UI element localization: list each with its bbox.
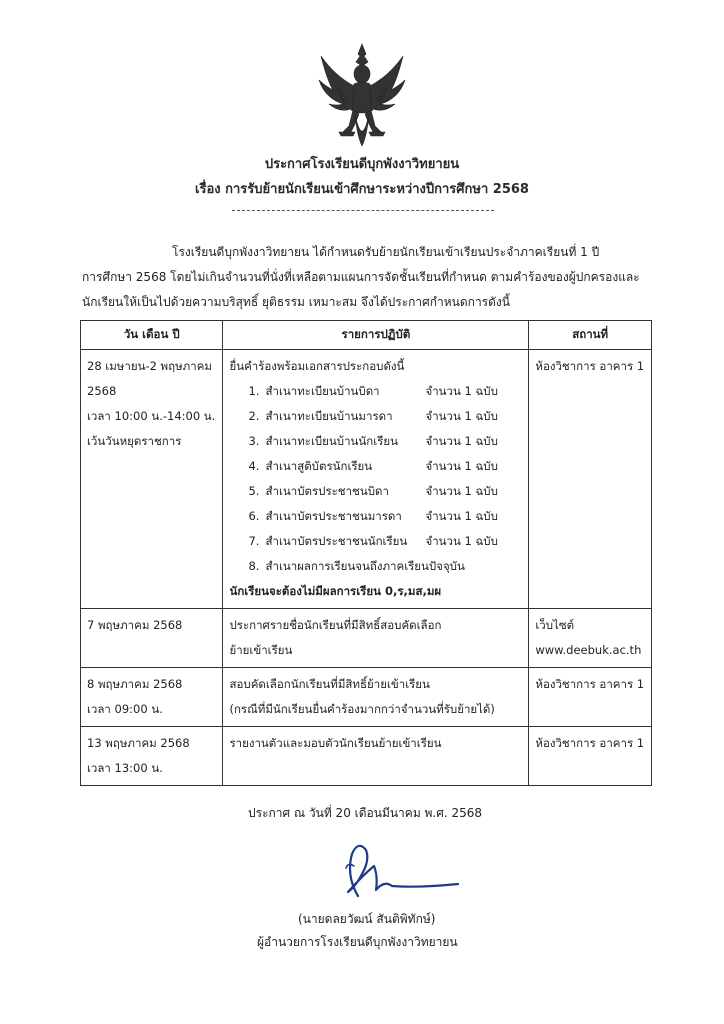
document-item xyxy=(229,404,522,429)
announcement-subject: เรื่อง การรับย้ายนักเรียนเข้าศึกษาระหว่างปีการศึกษา 2568 xyxy=(195,182,529,197)
intro-line-1: โรงเรียนดีบุกพังงาวิทยายน ได้กำหนดรับย้ายนักเรียนเข้าเรียนประจำภาคเรียนที่ 1 ปี xyxy=(172,245,600,259)
action-line: สอบคัดเลือกนักเรียนที่มีสิทธิ์ย้ายเข้าเรียน xyxy=(229,677,430,691)
table-row xyxy=(81,609,652,668)
table-row xyxy=(81,668,652,727)
action-line: ย้ายเข้าเรียน xyxy=(229,643,293,657)
document-item xyxy=(229,554,522,579)
date-line: 7 พฤษภาคม 2568 xyxy=(87,618,183,632)
grade-requirement-note: นักเรียนจะต้องไม่มีผลการเรียน 0,ร,มส,มผ xyxy=(229,584,442,598)
intro-line-3: นักเรียนให้เป็นไปด้วยความบริสุทธิ์ ยุติธรรม เหมาะสม จึงได้ประกาศกำหนดการดังนี้ xyxy=(82,295,510,309)
place-cell xyxy=(529,350,652,609)
document-name: สำเนาผลการเรียนจนถึงภาคเรียนปัจจุบัน xyxy=(265,559,465,573)
table-row xyxy=(81,727,652,786)
place-cell xyxy=(529,668,652,727)
document-name: สำเนาทะเบียนบ้านมารดา xyxy=(265,409,393,423)
date-line: 8 พฤษภาคม 2568 xyxy=(87,677,183,691)
document-item xyxy=(229,504,522,529)
dashed-divider xyxy=(232,210,494,211)
action-intro: ยื่นคำร้องพร้อมเอกสารประกอบดังนี้ xyxy=(229,359,405,373)
document-copies: จำนวน 1 ฉบับ xyxy=(425,434,498,448)
announcement-title: ประกาศโรงเรียนดีบุกพังงาวิทยายน xyxy=(264,157,460,172)
header-date: วัน เดือน ปี xyxy=(81,321,223,350)
document-number: 4. xyxy=(248,459,260,473)
action-cell xyxy=(223,609,529,668)
time-line: เวลา 13:00 น. xyxy=(87,761,163,775)
document-item xyxy=(229,529,522,554)
date-cell xyxy=(81,727,223,786)
document-number: 5. xyxy=(248,484,260,498)
document-copies: จำนวน 1 ฉบับ xyxy=(425,384,498,398)
document-copies: จำนวน 1 ฉบับ xyxy=(425,409,498,423)
date-note: เว้นวันหยุดราชการ xyxy=(87,434,182,448)
signer-name: (นายดลยวัฒน์ สันติพิทักษ์) xyxy=(298,912,436,926)
date-cell xyxy=(81,668,223,727)
place-text: ห้องวิชาการ อาคาร 1 xyxy=(535,359,645,373)
date-line: 28 เมษายน-2 พฤษภาคม xyxy=(87,359,212,373)
document-name: สำเนาทะเบียนบ้านบิดา xyxy=(265,384,380,398)
action-line: (กรณีที่มีนักเรียนยื่นคำร้องมากกว่าจำนวนที่รับย้ายได้) xyxy=(229,702,495,716)
document-item xyxy=(229,454,522,479)
document-number: 7. xyxy=(248,534,260,548)
intro-line-2: การศึกษา 2568 โดยไม่เกินจำนวนที่นั่งที่เหลือตามแผนการจัดชั้นเรียนที่กำหนด ตามคำร้องของผู้ปกครองและ xyxy=(82,270,640,284)
document-name: สำเนาบัตรประชาชนบิดา xyxy=(265,484,389,498)
place-cell xyxy=(529,609,652,668)
document-name: สำเนาทะเบียนบ้านนักเรียน xyxy=(265,434,398,448)
document-number: 6. xyxy=(248,509,260,523)
date-line: 13 พฤษภาคม 2568 xyxy=(87,736,190,750)
action-cell xyxy=(223,668,529,727)
announcement-date: ประกาศ ณ วันที่ 20 เดือนมีนาคม พ.ศ. 2568 xyxy=(248,806,483,820)
document-name: สำเนาสูติบัตรนักเรียน xyxy=(265,459,373,473)
action-cell xyxy=(223,350,529,609)
document-copies: จำนวน 1 ฉบับ xyxy=(425,509,498,523)
header-action: รายการปฏิบัติ xyxy=(223,321,529,350)
document-copies: จำนวน 1 ฉบับ xyxy=(425,484,498,498)
document-item xyxy=(229,479,522,504)
time-line: เวลา 09:00 น. xyxy=(87,702,163,716)
signature-icon xyxy=(318,836,478,906)
document-name: สำเนาบัตรประชาชนนักเรียน xyxy=(265,534,408,548)
table-header-row xyxy=(81,321,652,350)
document-number: 8. xyxy=(248,559,260,573)
time-line: เวลา 10:00 น.-14:00 น. xyxy=(87,409,216,423)
document-copies: จำนวน 1 ฉบับ xyxy=(425,459,498,473)
website-link[interactable]: www.deebuk.ac.th xyxy=(535,643,642,657)
place-text: ห้องวิชาการ อาคาร 1 xyxy=(535,677,645,691)
document-copies: จำนวน 1 ฉบับ xyxy=(425,534,498,548)
place-text: เว็บไซต์ xyxy=(535,618,575,632)
document-item xyxy=(229,429,522,454)
header-place: สถานที่ xyxy=(529,321,652,350)
document-number: 3. xyxy=(248,434,260,448)
document-number: 1. xyxy=(248,384,260,398)
schedule-table xyxy=(80,320,652,786)
action-line: ประกาศรายชื่อนักเรียนที่มีสิทธิ์สอบคัดเลือก xyxy=(229,618,442,632)
garuda-emblem-icon xyxy=(315,40,409,152)
date-line: 2568 xyxy=(87,384,117,398)
document-name: สำเนาบัตรประชาชนมารดา xyxy=(265,509,402,523)
place-text: ห้องวิชาการ อาคาร 1 xyxy=(535,736,645,750)
action-cell xyxy=(223,727,529,786)
table-row xyxy=(81,350,652,609)
signer-title: ผู้อำนวยการโรงเรียนดีบุกพังงาวิทยายน xyxy=(257,935,458,949)
document-number: 2. xyxy=(248,409,260,423)
document-item xyxy=(229,379,522,404)
date-cell xyxy=(81,609,223,668)
action-line: รายงานตัวและมอบตัวนักเรียนย้ายเข้าเรียน xyxy=(229,736,442,750)
date-cell xyxy=(81,350,223,609)
place-cell xyxy=(529,727,652,786)
